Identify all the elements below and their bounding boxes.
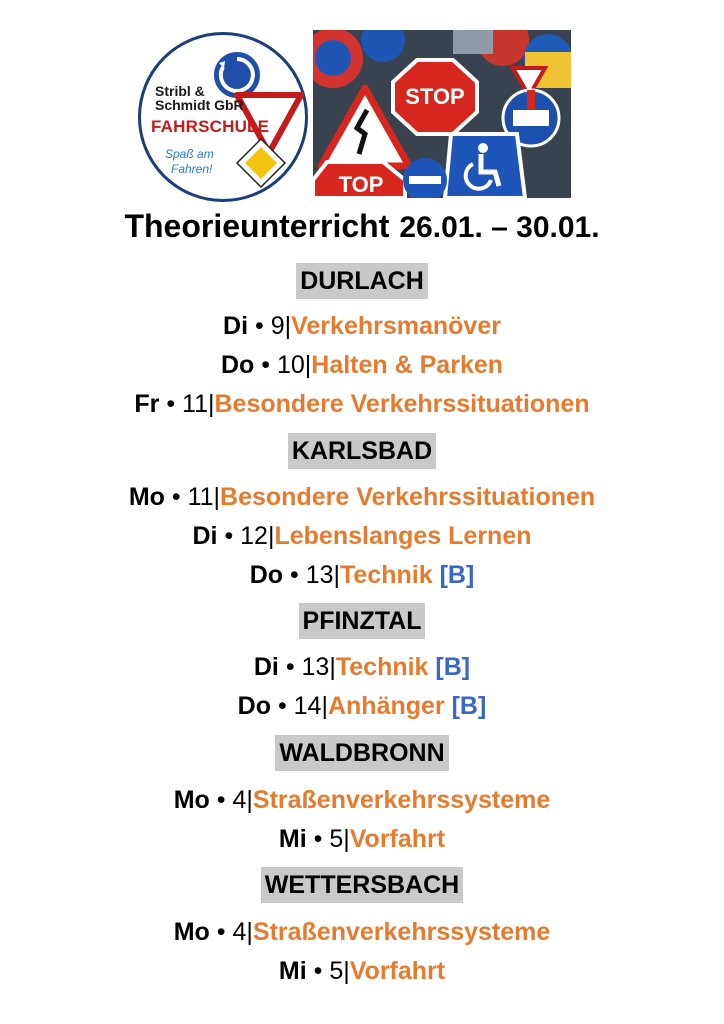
lesson-number: 14 — [293, 692, 322, 720]
page-title — [0, 204, 724, 250]
bar-separator: | — [246, 786, 253, 814]
schedule-row — [0, 310, 724, 342]
schedule-row — [0, 823, 724, 855]
day-label: Fr — [134, 390, 160, 418]
day-label: Mi — [278, 957, 307, 985]
location-label: KARLSBAD — [288, 433, 436, 469]
lesson-topic: Vorfahrt — [349, 825, 446, 853]
license-class-badge: [B] — [451, 692, 487, 720]
bullet-separator: • — [313, 957, 323, 985]
bullet-separator: • — [254, 312, 264, 340]
schedule-row — [0, 349, 724, 381]
bar-separator: | — [321, 692, 328, 720]
location-heading — [0, 433, 724, 469]
bullet-separator: • — [216, 786, 226, 814]
day-label: Di — [253, 653, 279, 681]
lesson-topic: Halten & Parken — [311, 351, 504, 379]
lesson-number: 11 — [182, 390, 208, 418]
schedule-row — [0, 520, 724, 552]
stop-sign-text: STOP — [405, 84, 465, 109]
day-label: Mo — [173, 918, 210, 946]
location-heading — [0, 735, 724, 771]
location-heading — [0, 263, 724, 299]
day-label: Mo — [173, 786, 210, 814]
lesson-topic: Vorfahrt — [349, 957, 446, 985]
lesson-number: 5 — [329, 825, 344, 853]
day-label: Mo — [128, 483, 165, 511]
location-label: WETTERSBACH — [261, 867, 463, 903]
logo-brand-line2: Schmidt GbR — [155, 97, 244, 113]
stop-sign-icon — [313, 162, 405, 198]
bar-separator: | — [343, 957, 350, 985]
license-class-badge: [B] — [435, 653, 471, 681]
schedule-row — [0, 955, 724, 987]
location-label: WALDBRONN — [275, 735, 448, 771]
lesson-number: 13 — [305, 561, 334, 589]
logo-brand-line1: Stribl & — [155, 83, 205, 99]
bullet-separator: • — [166, 390, 176, 418]
lesson-number: 12 — [240, 522, 268, 550]
lesson-topic: Technik — [335, 653, 429, 681]
schedule-row — [0, 388, 724, 420]
lesson-number: 9 — [270, 312, 285, 340]
priority-road-sign-icon — [237, 139, 285, 187]
bullet-separator: • — [171, 483, 181, 511]
schedule-row — [0, 690, 724, 722]
location-heading — [0, 867, 724, 903]
driving-school-logo — [138, 32, 308, 202]
schedule-row — [0, 481, 724, 513]
day-label: Di — [223, 312, 249, 340]
bar-separator: | — [284, 312, 292, 340]
day-label: Do — [220, 351, 255, 379]
lesson-number: 5 — [329, 957, 344, 985]
bullet-separator: • — [313, 825, 323, 853]
bar-separator: | — [246, 918, 253, 946]
bullet-separator: • — [285, 653, 295, 681]
schedule-row — [0, 916, 724, 948]
stop-sign-icon — [393, 60, 477, 134]
lesson-number: 13 — [301, 653, 330, 681]
day-label: Do — [237, 692, 271, 720]
bar-separator: | — [207, 390, 215, 418]
schedule-row — [0, 559, 724, 591]
schedule-row — [0, 784, 724, 816]
lesson-topic: Besondere Verkehrssituationen — [214, 390, 590, 418]
lesson-number: 4 — [232, 918, 247, 946]
bullet-separator: • — [277, 692, 287, 720]
logo-slogan-line1: Spaß am — [165, 147, 214, 161]
license-class-badge: [B] — [439, 561, 475, 589]
bullet-separator: • — [216, 918, 226, 946]
day-label: Do — [249, 561, 284, 589]
bullet-separator: • — [224, 522, 234, 550]
lesson-topic: Straßenverkehrssysteme — [252, 786, 551, 814]
bullet-separator: • — [261, 351, 271, 379]
location-label: DURLACH — [296, 263, 428, 299]
lesson-topic: Straßenverkehrssysteme — [252, 918, 551, 946]
title-dates: 26.01. – 30.01. — [399, 211, 600, 244]
lesson-number: 11 — [187, 483, 214, 511]
lesson-topic: Besondere Verkehrssituationen — [220, 483, 596, 511]
lesson-topic: Verkehrsmanöver — [291, 312, 501, 340]
bar-separator: | — [333, 561, 340, 589]
bar-separator: | — [304, 351, 312, 379]
bar-separator: | — [213, 483, 221, 511]
lesson-number: 10 — [276, 351, 305, 379]
lesson-number: 4 — [232, 786, 247, 814]
logo-brand-name: FAHRSCHULE — [151, 117, 270, 136]
title-main: Theorieunterricht — [124, 208, 390, 244]
lesson-topic: Anhänger — [327, 692, 445, 720]
logo-slogan-line2: Fahren! — [171, 162, 213, 176]
bar-separator: | — [329, 653, 336, 681]
day-label: Di — [192, 522, 218, 550]
location-label: PFINZTAL — [299, 603, 426, 639]
lesson-topic: Technik — [340, 561, 433, 589]
wheelchair-sign-icon — [445, 134, 525, 198]
day-label: Mi — [278, 825, 307, 853]
stop-sign-text-2: TOP — [338, 172, 384, 197]
location-heading — [0, 603, 724, 639]
lesson-topic: Lebenslanges Lernen — [274, 522, 532, 550]
bullet-separator: • — [289, 561, 299, 589]
bar-separator: | — [267, 522, 275, 550]
schedule-row — [0, 651, 724, 683]
traffic-signs-photo — [313, 30, 571, 198]
bar-separator: | — [343, 825, 350, 853]
